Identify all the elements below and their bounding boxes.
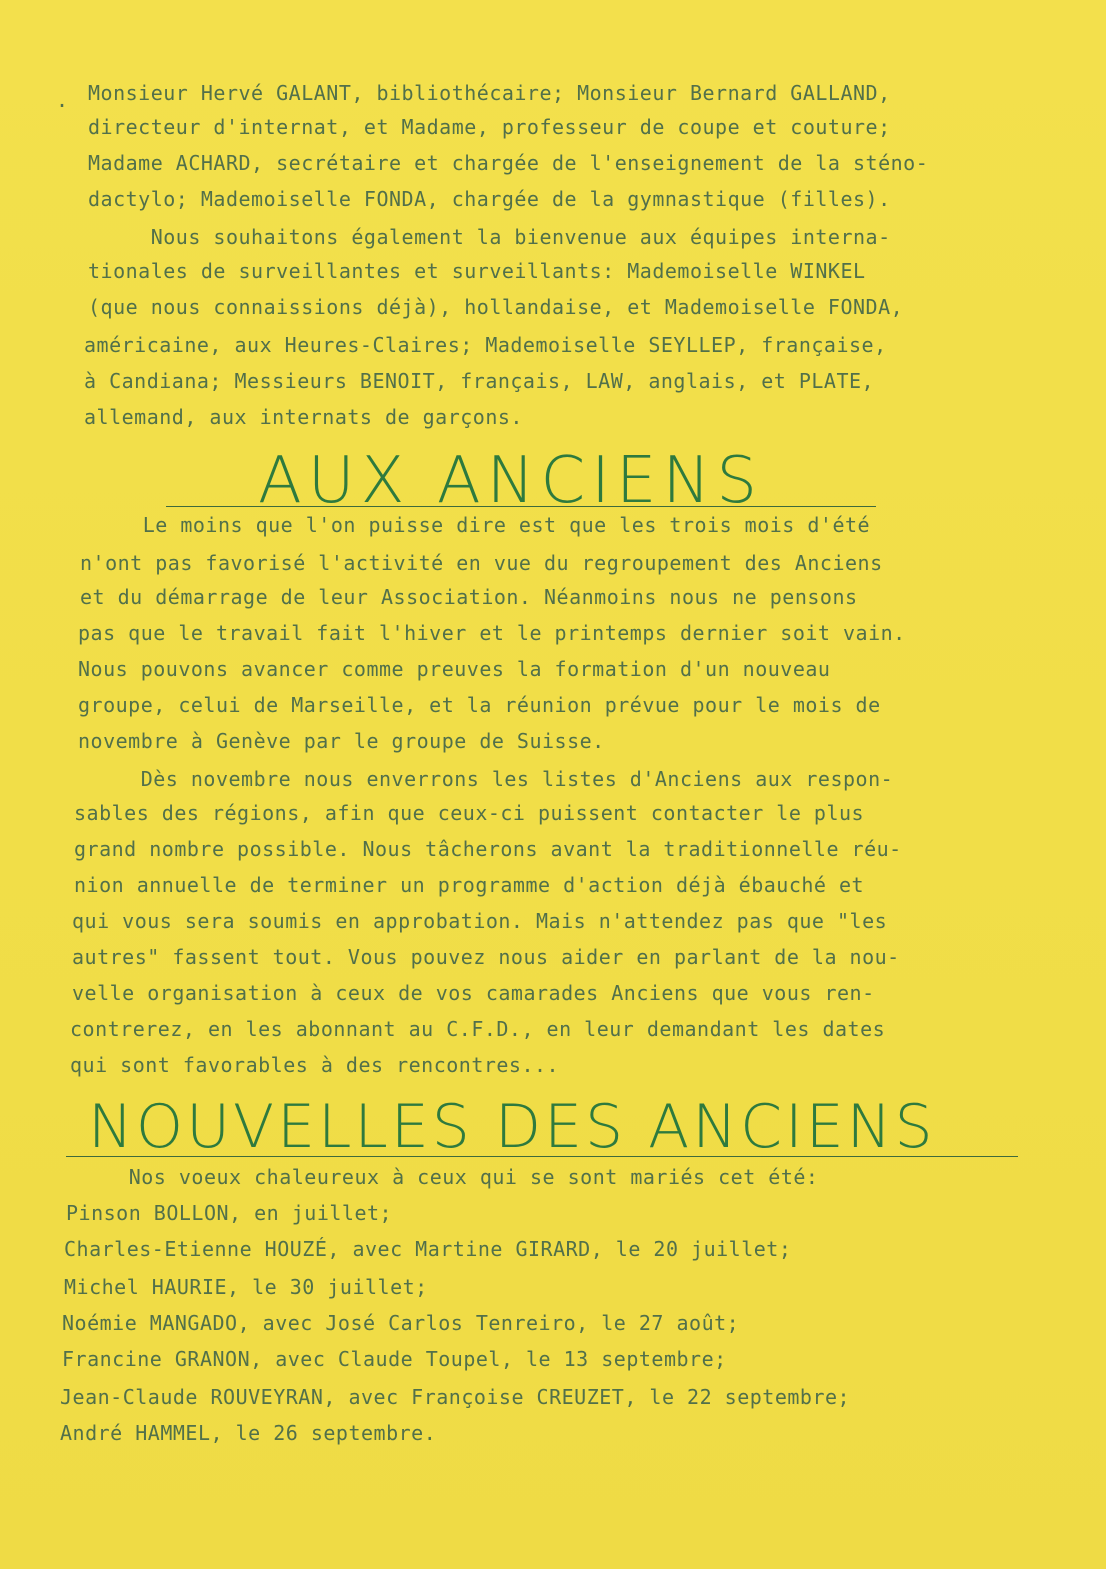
heading-underline — [166, 506, 876, 507]
list-item: Pinson BOLLON, en juillet; — [66, 1201, 393, 1225]
text-line: grand nombre possible. Nous tâcherons avant la traditionnelle réu- — [74, 837, 902, 861]
text-line: qui vous sera soumis en approbation. Mais n'attendez pas que "les — [72, 909, 888, 933]
text-line: autres" fassent tout. Vous pouvez nous aider en parlant de la nou- — [72, 945, 900, 969]
text-line: allemand, aux internats de garçons. — [84, 405, 523, 429]
text-line: dactylo; Mademoiselle FONDA, chargée de la gymnastique (filles). — [88, 187, 891, 211]
list-item: Francine GRANON, avec Claude Toupel, le 13 septembre; — [62, 1347, 727, 1371]
text-line: tionales de surveillantes et surveillants: Mademoiselle WINKEL — [88, 259, 866, 283]
text-line: Le moins que l'on puisse dire est que les trois mois d'été — [80, 513, 871, 537]
list-item: Charles-Etienne HOUZÉ, avec Martine GIRARD, le 20 juillet; — [64, 1237, 792, 1261]
text-line: velle organisation à ceux de vos camarades Anciens que vous ren- — [72, 981, 875, 1005]
text-line: pas que le travail fait l'hiver et le printemps dernier soit vain. — [78, 621, 906, 645]
text-line: et du démarrage de leur Association. Néanmoins nous ne pensons — [80, 585, 858, 609]
list-item: Jean-Claude ROUVEYRAN, avec Françoise CREUZET, le 22 septembre; — [60, 1385, 851, 1409]
text-line: (que nous connaissions déjà), hollandaise, et Mademoiselle FONDA, — [88, 295, 904, 319]
text-line: qui sont favorables à des rencontres... — [70, 1053, 560, 1077]
heading-underline — [66, 1156, 1018, 1157]
text-line: nion annuelle de terminer un programme d'action déjà ébauché et — [74, 873, 865, 897]
margin-dot: . — [56, 88, 69, 112]
text-line: sables des régions, afin que ceux-ci puissent contacter le plus — [74, 801, 865, 825]
list-item: Noémie MANGADO, avec José Carlos Tenreiro, le 27 août; — [62, 1311, 740, 1335]
section-heading-nouvelles: NOUVELLES DES ANCIENS — [88, 1092, 936, 1162]
section-heading-anciens: AUX ANCIENS — [258, 444, 763, 518]
list-item: André HAMMEL, le 26 septembre. — [60, 1421, 437, 1445]
list-item: Michel HAURIE, le 30 juillet; — [64, 1275, 428, 1299]
text-line: novembre à Genève par le groupe de Suisse. — [78, 729, 605, 753]
text-line: à Candiana; Messieurs BENOIT, français, LAW, anglais, et PLATE, — [84, 369, 875, 393]
text-line: groupe, celui de Marseille, et la réunion prévue pour le mois de — [78, 693, 881, 717]
text-line: Madame ACHARD, secrétaire et chargée de l'enseignement de la sténo- — [88, 151, 929, 175]
text-line: Dès novembre nous enverrons les listes d'Anciens aux respon- — [78, 767, 894, 791]
text-line: Monsieur Hervé GALANT, bibliothécaire; Monsieur Bernard GALLAND, — [88, 81, 891, 105]
text-line: contrerez, en les abonnant au C.F.D., en leur demandant les dates — [70, 1017, 886, 1041]
text-line: directeur d'internat, et Madame, professeur de coupe et couture; — [88, 115, 891, 139]
text-line: Nous pouvons avancer comme preuves la formation d'un nouveau — [78, 657, 831, 681]
text-line: Nos voeux chaleureux à ceux qui se sont mariés cet été: — [66, 1165, 819, 1189]
text-line: n'ont pas favorisé l'activité en vue du regroupement des Anciens — [80, 551, 883, 575]
text-line: Nous souhaitons également la bienvenue aux équipes interna- — [88, 225, 891, 249]
text-line: américaine, aux Heures-Claires; Mademoiselle SEYLLEP, française, — [84, 333, 887, 357]
